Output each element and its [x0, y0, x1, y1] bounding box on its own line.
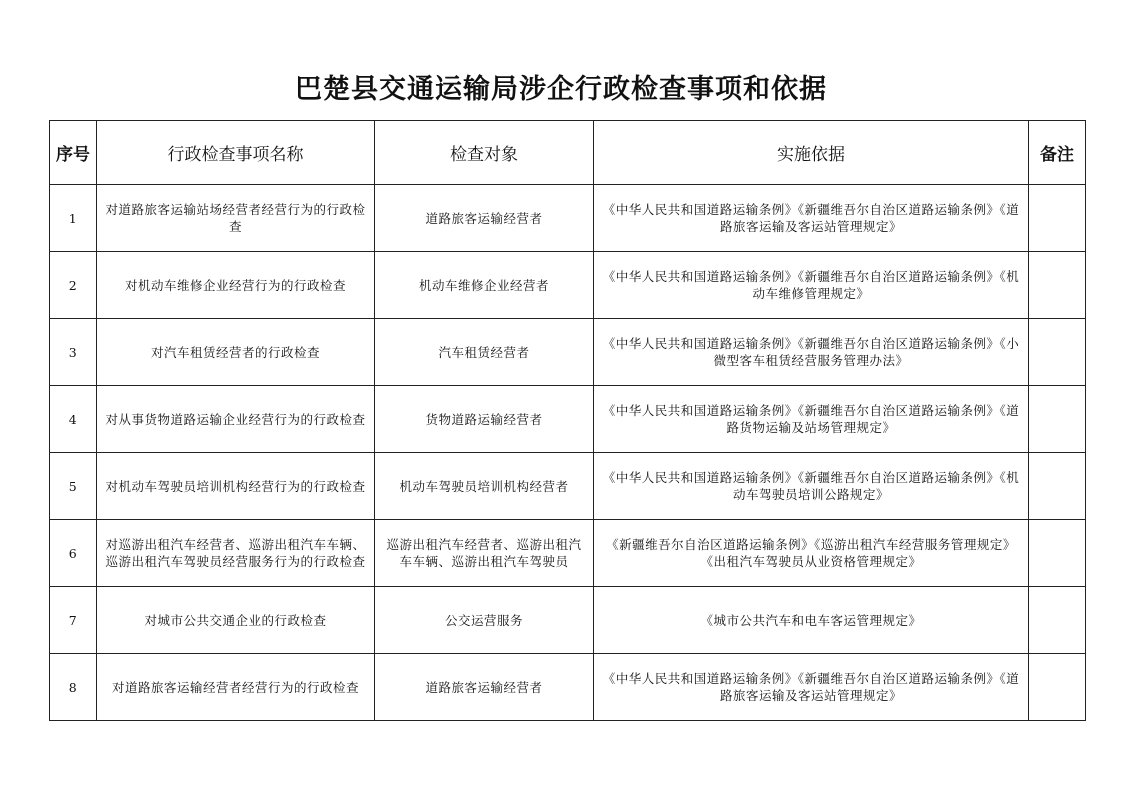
table-row — [50, 252, 1086, 319]
cell-item: 对汽车租赁经营者的行政检查 — [97, 319, 375, 386]
header-target: 检查对象 — [375, 121, 594, 185]
cell-target: 汽车租赁经营者 — [375, 319, 594, 386]
page-title: 巴楚县交通运输局涉企行政检查事项和依据 — [295, 74, 827, 105]
cell-no: 5 — [50, 453, 97, 520]
cell-item: 对道路旅客运输经营者经营行为的行政检查 — [97, 654, 375, 721]
cell-no: 1 — [50, 185, 97, 252]
cell-note — [1029, 252, 1086, 319]
cell-target: 货物道路运输经营者 — [375, 386, 594, 453]
cell-target: 机动车维修企业经营者 — [375, 252, 594, 319]
cell-no: 2 — [50, 252, 97, 319]
cell-note — [1029, 185, 1086, 252]
cell-basis: 《中华人民共和国道路运输条例》《新疆维吾尔自治区道路运输条例》《道路货物运输及站场管理规定》 — [594, 386, 1029, 453]
table-row — [50, 319, 1086, 386]
cell-item: 对道路旅客运输站场经营者经营行为的行政检查 — [97, 185, 375, 252]
cell-item: 对机动车驾驶员培训机构经营行为的行政检查 — [97, 453, 375, 520]
cell-note — [1029, 319, 1086, 386]
header-item: 行政检查事项名称 — [97, 121, 375, 185]
cell-basis: 《新疆维吾尔自治区道路运输条例》《巡游出租汽车经营服务管理规定》《出租汽车驾驶员从业资格管理规定》 — [594, 520, 1029, 587]
cell-basis: 《中华人民共和国道路运输条例》《新疆维吾尔自治区道路运输条例》《道路旅客运输及客运站管理规定》 — [594, 185, 1029, 252]
cell-target: 道路旅客运输经营者 — [375, 654, 594, 721]
table-row — [50, 587, 1086, 654]
cell-target: 巡游出租汽车经营者、巡游出租汽车车辆、巡游出租汽车驾驶员 — [375, 520, 594, 587]
header-no: 序号 — [50, 121, 97, 185]
table-header-row — [50, 121, 1086, 185]
cell-no: 3 — [50, 319, 97, 386]
cell-note — [1029, 654, 1086, 721]
cell-item: 对城市公共交通企业的行政检查 — [97, 587, 375, 654]
header-note: 备注 — [1029, 121, 1086, 185]
cell-target: 机动车驾驶员培训机构经营者 — [375, 453, 594, 520]
inspection-table — [49, 120, 1086, 721]
cell-basis: 《中华人民共和国道路运输条例》《新疆维吾尔自治区道路运输条例》《道路旅客运输及客运站管理规定》 — [594, 654, 1029, 721]
table-row — [50, 654, 1086, 721]
cell-note — [1029, 386, 1086, 453]
table-row — [50, 386, 1086, 453]
cell-basis: 《中华人民共和国道路运输条例》《新疆维吾尔自治区道路运输条例》《机动车维修管理规定》 — [594, 252, 1029, 319]
cell-item: 对巡游出租汽车经营者、巡游出租汽车车辆、巡游出租汽车驾驶员经营服务行为的行政检查 — [97, 520, 375, 587]
table-row — [50, 453, 1086, 520]
cell-basis: 《中华人民共和国道路运输条例》《新疆维吾尔自治区道路运输条例》《机动车驾驶员培训公路规定》 — [594, 453, 1029, 520]
cell-note — [1029, 453, 1086, 520]
cell-basis: 《城市公共汽车和电车客运管理规定》 — [594, 587, 1029, 654]
cell-no: 7 — [50, 587, 97, 654]
cell-note — [1029, 587, 1086, 654]
cell-no: 6 — [50, 520, 97, 587]
cell-basis: 《中华人民共和国道路运输条例》《新疆维吾尔自治区道路运输条例》《小微型客车租赁经营服务管理办法》 — [594, 319, 1029, 386]
header-basis: 实施依据 — [594, 121, 1029, 185]
cell-target: 道路旅客运输经营者 — [375, 185, 594, 252]
cell-no: 8 — [50, 654, 97, 721]
cell-note — [1029, 520, 1086, 587]
cell-item: 对从事货物道路运输企业经营行为的行政检查 — [97, 386, 375, 453]
cell-item: 对机动车维修企业经营行为的行政检查 — [97, 252, 375, 319]
cell-no: 4 — [50, 386, 97, 453]
cell-target: 公交运营服务 — [375, 587, 594, 654]
table-row — [50, 185, 1086, 252]
table-row — [50, 520, 1086, 587]
